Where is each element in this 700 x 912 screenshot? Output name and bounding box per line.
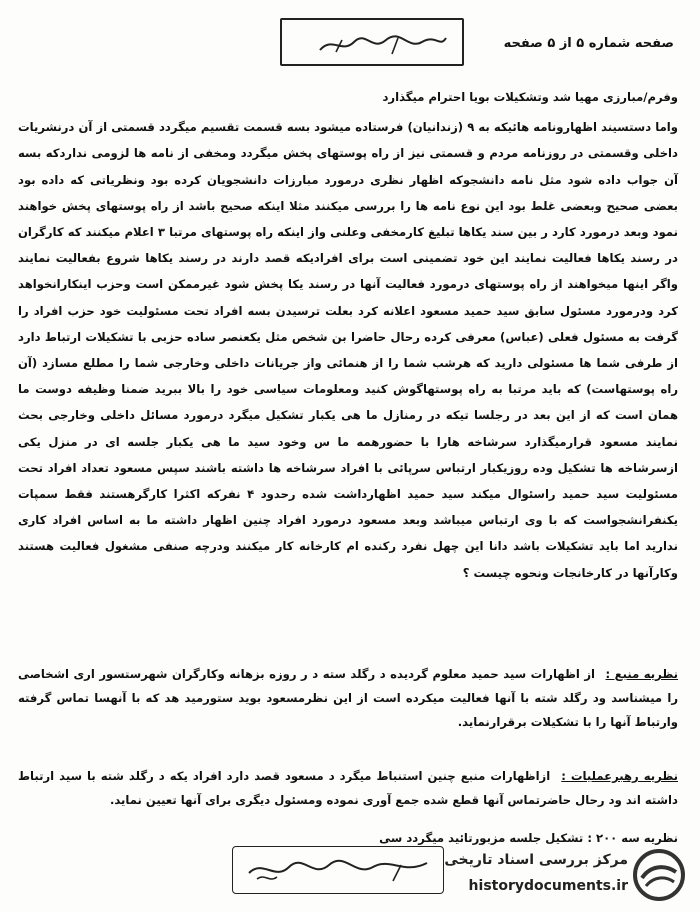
report-body [18, 84, 678, 586]
source-opinion-text: از اظهارات سید حمید معلوم گردیده د رگلد سته د ر روزه بزهانه وکارگران شهرستسور اری اشخاصی را میشناسد ود رگلد شته با آنها فعالیت میکرده است از این نظرمسعود بوید ستورمید هد که با آنهسا تماس گرفته وارتباط آنها را با تشکیلات برقرارنماید. [18, 667, 678, 729]
page-header [270, 14, 680, 70]
handwriting-scribble [312, 32, 452, 58]
body-paragraph-2: واما دستسیند اظهارونامه هائیکه به ۹ (زندانیان) فرستاده میشود بسه قسمت تقسیم میگردد قسمتی از آن درنشریات داخلی وقسمتی در روزنامه مردم و قسمتی نیز از راه پوستهای پخش میگردد ومخفی از نامه ها لزومی نداردکه بسه آن جواب داده شود مثل نامه دانشجوکه اظهار نظری درمورد مبارزات دانشجویان کرده بود ونظریاتی که داده بود بعضی صحیح وبعضی غلط بود این نوع نامه ها را بررسی میکنند مثلا اینکه صحیح باشد از راه پوستهای پخش خواهند نمود وبعد درمورد کارد ر بین سند یکاها تبلیغ کارمخفی وعلنی واز اینکه راه پوستهای مرتبا ۳ اعلام میکنند که کارگران در رسند یکاها فعالیت نمایند این خود تضمینی است برای افرادیکه قصد دارند در رسند یکاها شروع بفعالیت نمایند واگر اینها میخواهند از راه پوستهای درمورد فعالیت آنها در رسند یکا پخش شود غیرممکن است وحزب اینکارانخواهد کرد ودرمورد مسئول سابق سید حمید مسعود اعلانه کرد بعلت ترسیدن بسه افراد تحت مسئولیت خود حزب افراد را گرفت به مسئول فعلی (عباس) معرفی کرده رحال حاضرا بن شخص مثل یکعنصر ساده حزبی با تشکیلات ارتباط دارد از طرفی شما ها مسئولی دارید که هرشب شما را از هنمائی واز جریانات داخلی وخارجی شما را مطلع مسازد (آن راه پوستهاست) که باید مرتبا به راه پوستهاگوش کنید ومعلومات سیاسی خود را بالا ببرید ضمنا وظیفه دوست ما همان است که از این بعد در رجلسا تیکه در رمنازل ما هی یکبار تشکیل میگرد درمورد مسائل داخلی وخارجی بحث نمایند مسعود قرارمیگذارد سرشاخه هارا با حضورهمه ما س وخود سید ما هی یکبار جلسه ای در منزل یکی ازسرشاخه ها تشکیل وده روزیکبار ارتباس سرپائی با افراد سرشاخه ها داشته باشند سپس مسعود تعداد افراد تحت مسئولیت سید حمید راسئوال میکند سید حمید اظهارداشت شده رحدود ۴ نفرکه اکثرا کارگرهستند فقط سمپات یکنفرانشجواست که با وی ارتباس میباشد وبعد مسعود درمورد افراد چنین اظهار داشته ما به اساس افراد کاری ندارید اما باید تشکیلات باشد دانا این چهل نفرد رکنده ام کارخانه کار میکنند ودرچه صنفی مشغول فعالیت هستند وکارآنها در کارخانجات ونحوه چیست ؟ [18, 120, 678, 580]
archive-logo-icon [632, 848, 686, 902]
handwritten-box [280, 18, 464, 66]
body-paragraph-1: وفرم/مبارزی مهیا شد وتشکیلات بویا احترام میگذارد [382, 90, 678, 104]
page-number-label: صفحه شماره ۵ از ۵ صفحه [503, 36, 674, 51]
source-opinion-title: نظریه منبع : [605, 667, 678, 681]
leadership-opinion [18, 764, 678, 812]
archive-watermark [444, 844, 692, 906]
signature-box [232, 846, 444, 894]
archive-url: historydocuments.ir [468, 878, 628, 894]
archive-name: مرکز بررسی اسناد تاریخی [444, 852, 628, 868]
signature-scribble [243, 853, 433, 887]
leadership-opinion-text: ازاظهارات منبع چنین استنباط میگرد د مسعود قصد دارد افراد یکه د رگلد شته با سید ارتباط داشته اند ود رحال حاضرتماس آنها قطع شده جمع آوری نموده ومسئول دیگری برای آنها تعیین نماید. [18, 769, 678, 807]
fragment-opinion-title: نظریه سه ۲۰۰ : [587, 831, 678, 845]
fragment-opinion-text: تشکیل جلسه مزبورتائید میگردد سی [379, 831, 584, 845]
leadership-opinion-title: نظریه رهبرعملیات : [561, 769, 678, 783]
source-opinion [18, 662, 678, 734]
